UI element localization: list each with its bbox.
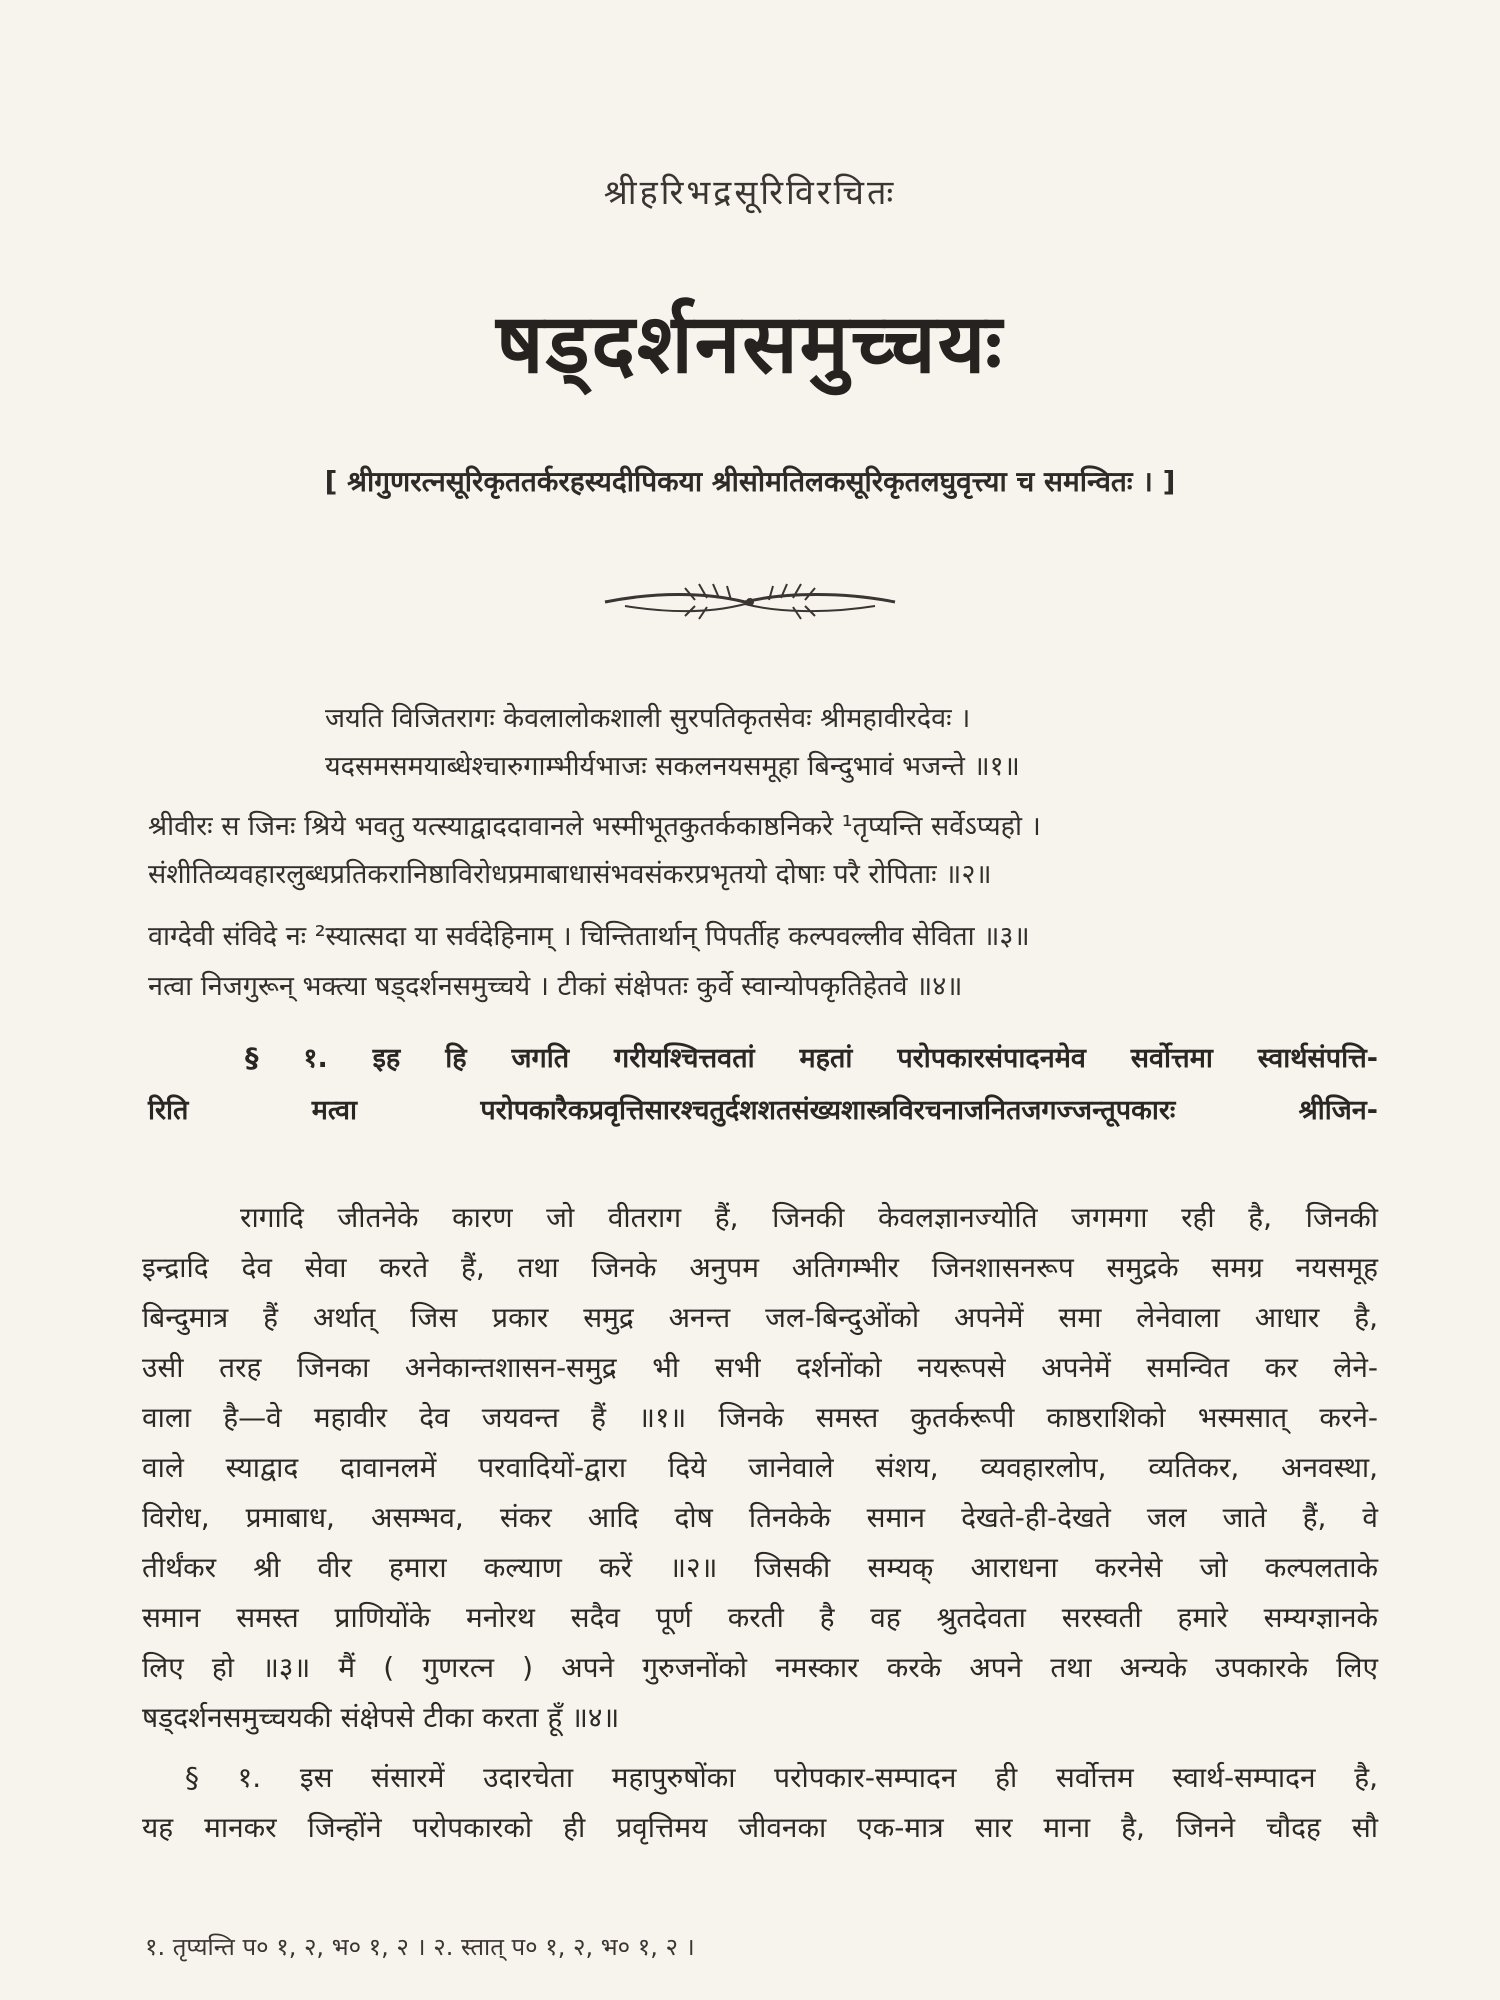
translation-line-6: वाले स्याद्वाद दावानलमें परवादियों-द्वारा दिये जानेवाले संशय, व्यवहारलोप, व्यतिकर, अनवस्था,	[142, 1451, 1378, 1484]
commentary-line-1: § १. इह हि जगति गरीयश्चित्तवतां महतां परोपकारसंपादनमेव सर्वोत्तमा स्वार्थसंपत्ति-	[245, 1043, 1378, 1074]
translation-line-2: इन्द्रादि देव सेवा करते हैं, तथा जिनके अनुपम अतिगम्भीर जिनशासनरूप समुद्रके समग्र नयसमूह	[142, 1251, 1378, 1284]
ornament-divider-icon	[595, 578, 905, 624]
verse-line-4: संशीतिव्यवहारलुब्धप्रतिकरानिष्ठाविरोधप्रमाबाधासंभवसंकरप्रभृतयो दोषाः परै रोपिताः ॥२॥	[148, 859, 992, 890]
translation-line-7: विरोध, प्रमाबाध, असम्भव, संकर आदि दोष तिनकेके समान देखते-ही-देखते जल जाते हैं, वे	[142, 1501, 1378, 1534]
translation-line-9: समान समस्त प्राणियोंके मनोरथ सदैव पूर्ण करती है वह श्रुतदेवता सरस्वती हमारे सम्यग्ज्ञानके	[142, 1601, 1378, 1634]
translation-line-1: रागादि जीतनेके कारण जो वीतराग हैं, जिनकी केवलज्ञानज्योति जगमगा रही है, जिनकी	[240, 1201, 1378, 1234]
footnote: १. तृप्यन्ति प० १, २, भ० १, २ । २. स्तात् प० १, २, भ० १, २ ।	[145, 1933, 695, 1961]
verse-line-5: वाग्देवी संविदे नः ²स्यात्सदा या सर्वदेहिनाम् । चिन्तितार्थान् पिपर्तीह कल्पवल्लीव सेविता ॥३॥	[148, 921, 1030, 952]
translation-line-4: उसी तरह जिनका अनेकान्तशासन-समुद्र भी सभी दर्शनोंको नयरूपसे अपनेमें समन्वित कर लेने-	[142, 1351, 1378, 1384]
commentary-line-2: रिति मत्वा परोपकारैकप्रवृत्तिसारश्चतुर्दशशतसंख्यशास्त्रविरचनाजनितजगज्जन्तूपकारः श्रीजिन-	[148, 1095, 1378, 1126]
subtitle: [ श्रीगुणरत्नसूरिकृततर्करहस्यदीपिकया श्रीसोमतिलकसूरिकृतलघुवृत्त्या च समन्वितः । ]	[324, 465, 1176, 498]
translation-line-13: यह मानकर जिन्होंने परोपकारको ही प्रवृत्तिमय जीवनका एक-मात्र सार माना है, जिनने चौदह सौ	[142, 1811, 1378, 1844]
translation-line-10: लिए हो ॥३॥ मैं ( गुणरत्न ) अपने गुरुजनोंको नमस्कार करके अपने तथा अन्यके उपकारके लिए	[142, 1651, 1378, 1684]
page-title: षड्दर्शनसमुच्चयः	[496, 297, 1004, 392]
translation-line-11: षड्दर्शनसमुच्चयकी संक्षेपसे टीका करता हूँ ॥४॥	[142, 1701, 620, 1734]
translation-line-12: § १. इस संसारमें उदारचेता महापुरुषोंका परोपकार-सम्पादन ही सर्वोत्तम स्वार्थ-सम्पादन है,	[185, 1761, 1378, 1794]
translation-line-5: वाला है—वे महावीर देव जयवन्त हैं ॥१॥ जिनके समस्त कुतर्करूपी काष्ठराशिको भस्मसात् करने-	[142, 1401, 1378, 1434]
verse-line-1: जयति विजितरागः केवलालोकशाली सुरपतिकृतसेवः श्रीमहावीरदेवः ।	[325, 703, 971, 734]
translation-line-3: बिन्दुमात्र हैं अर्थात् जिस प्रकार समुद्र अनन्त जल-बिन्दुओंको अपनेमें समा लेनेवाला आधार है,	[142, 1301, 1378, 1334]
verse-line-2: यदसमसमयाब्धेश्चारुगाम्भीर्यभाजः सकलनयसमूहा बिन्दुभावं भजन्ते ॥१॥	[325, 751, 1020, 782]
translation-line-8: तीर्थंकर श्री वीर हमारा कल्याण करें ॥२॥ जिसकी सम्यक् आराधना करनेसे जो कल्पलताके	[142, 1551, 1378, 1584]
verse-line-3: श्रीवीरः स जिनः श्रिये भवतु यत्स्याद्वाददावानले भस्मीभूतकुतर्ककाष्ठनिकरे ¹तृप्यन्ति सर्वेऽप्यहो ।	[148, 811, 1041, 842]
author-line: श्रीहरिभद्रसूरिविरचितः	[603, 173, 897, 213]
verse-line-6: नत्वा निजगुरून् भक्त्या षड्दर्शनसमुच्चये । टीकां संक्षेपतः कुर्वे स्वान्योपकृतिहेतवे ॥४॥	[148, 971, 963, 1002]
